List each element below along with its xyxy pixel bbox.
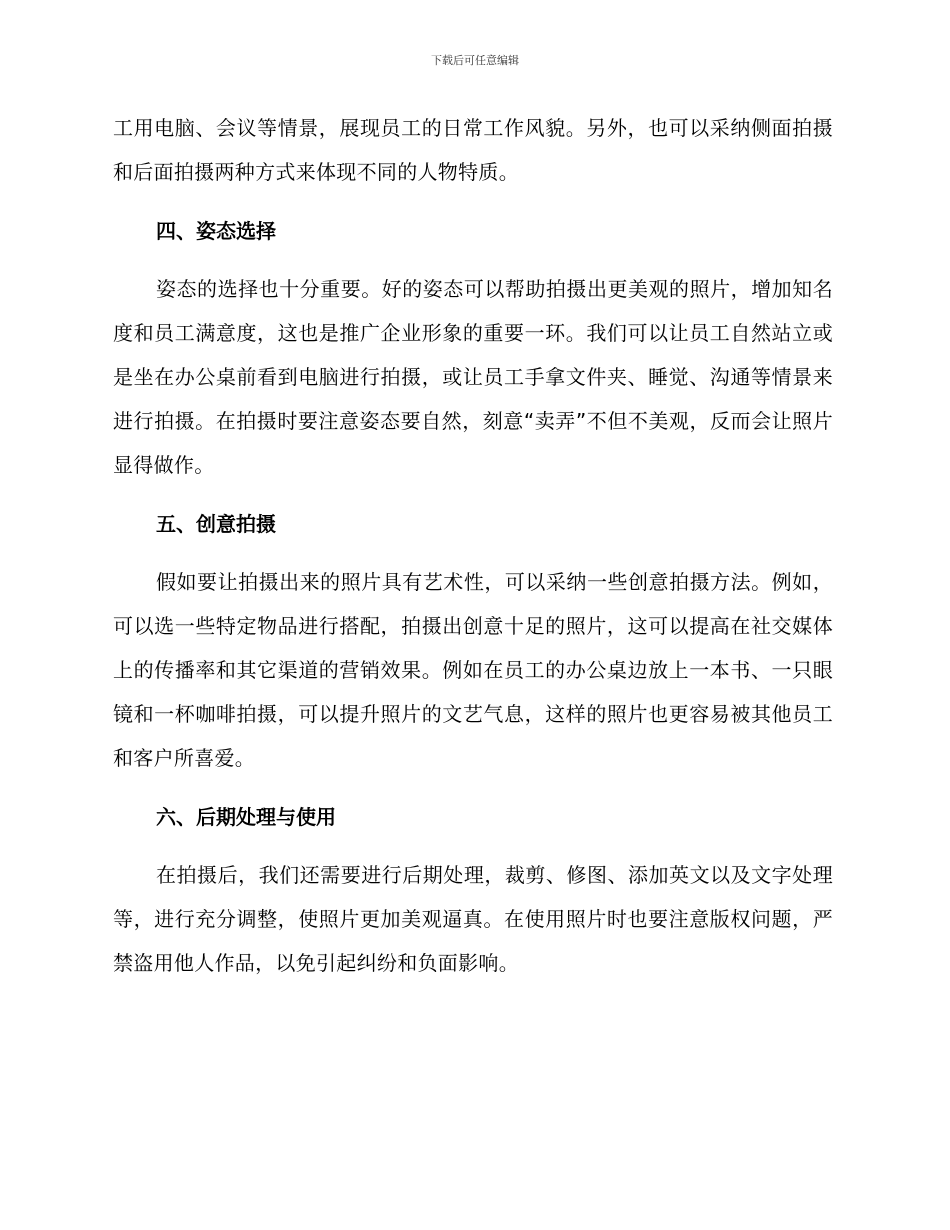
pose-paragraph: 姿态的选择也十分重要。好的姿态可以帮助拍摄出更美观的照片，增加知名度和员工满意度，这也是推广企业形象的重要一环。我们可以让员工自然站立或是坐在办公桌前看到电脑进行拍摄，或让员工手拿文件夹、睡觉、沟通等情景来进行拍摄。在拍摄时要注意姿态要自然，刻意“卖弄”不但不美观，反而会让照片显得做作。 <box>113 277 833 477</box>
section-heading-pose: 四、姿态选择 <box>156 219 276 243</box>
creative-paragraph: 假如要让拍摄出来的照片具有艺术性，可以采纳一些创意拍摄方法。例如，可以选一些特定物品进行搭配，拍摄出创意十足的照片，这可以提高在社交媒体上的传播率和其它渠道的营销效果。例如在员工的办公桌边放上一本书、一只眼镜和一杯咖啡拍摄，可以提升照片的文艺气息，这样的照片也更容易被其他员工和客户所喜爱。 <box>113 570 833 770</box>
section-heading-creative: 五、创意拍摄 <box>156 512 276 536</box>
section-heading-post: 六、后期处理与使用 <box>156 805 336 829</box>
document-body <box>113 106 833 1008</box>
intro-paragraph: 工用电脑、会议等情景，展现员工的日常工作风貌。另外，也可以采纳侧面拍摄和后面拍摄两种方式来体现不同的人物特质。 <box>113 116 833 184</box>
post-paragraph: 在拍摄后，我们还需要进行后期处理，裁剪、修图、添加英文以及文字处理等，进行充分调整，使照片更加美观逼真。在使用照片时也要注意版权问题，严禁盗用他人作品，以免引起纠纷和负面影响。 <box>113 863 833 975</box>
page-header: 下载后可任意编辑 <box>431 54 519 67</box>
